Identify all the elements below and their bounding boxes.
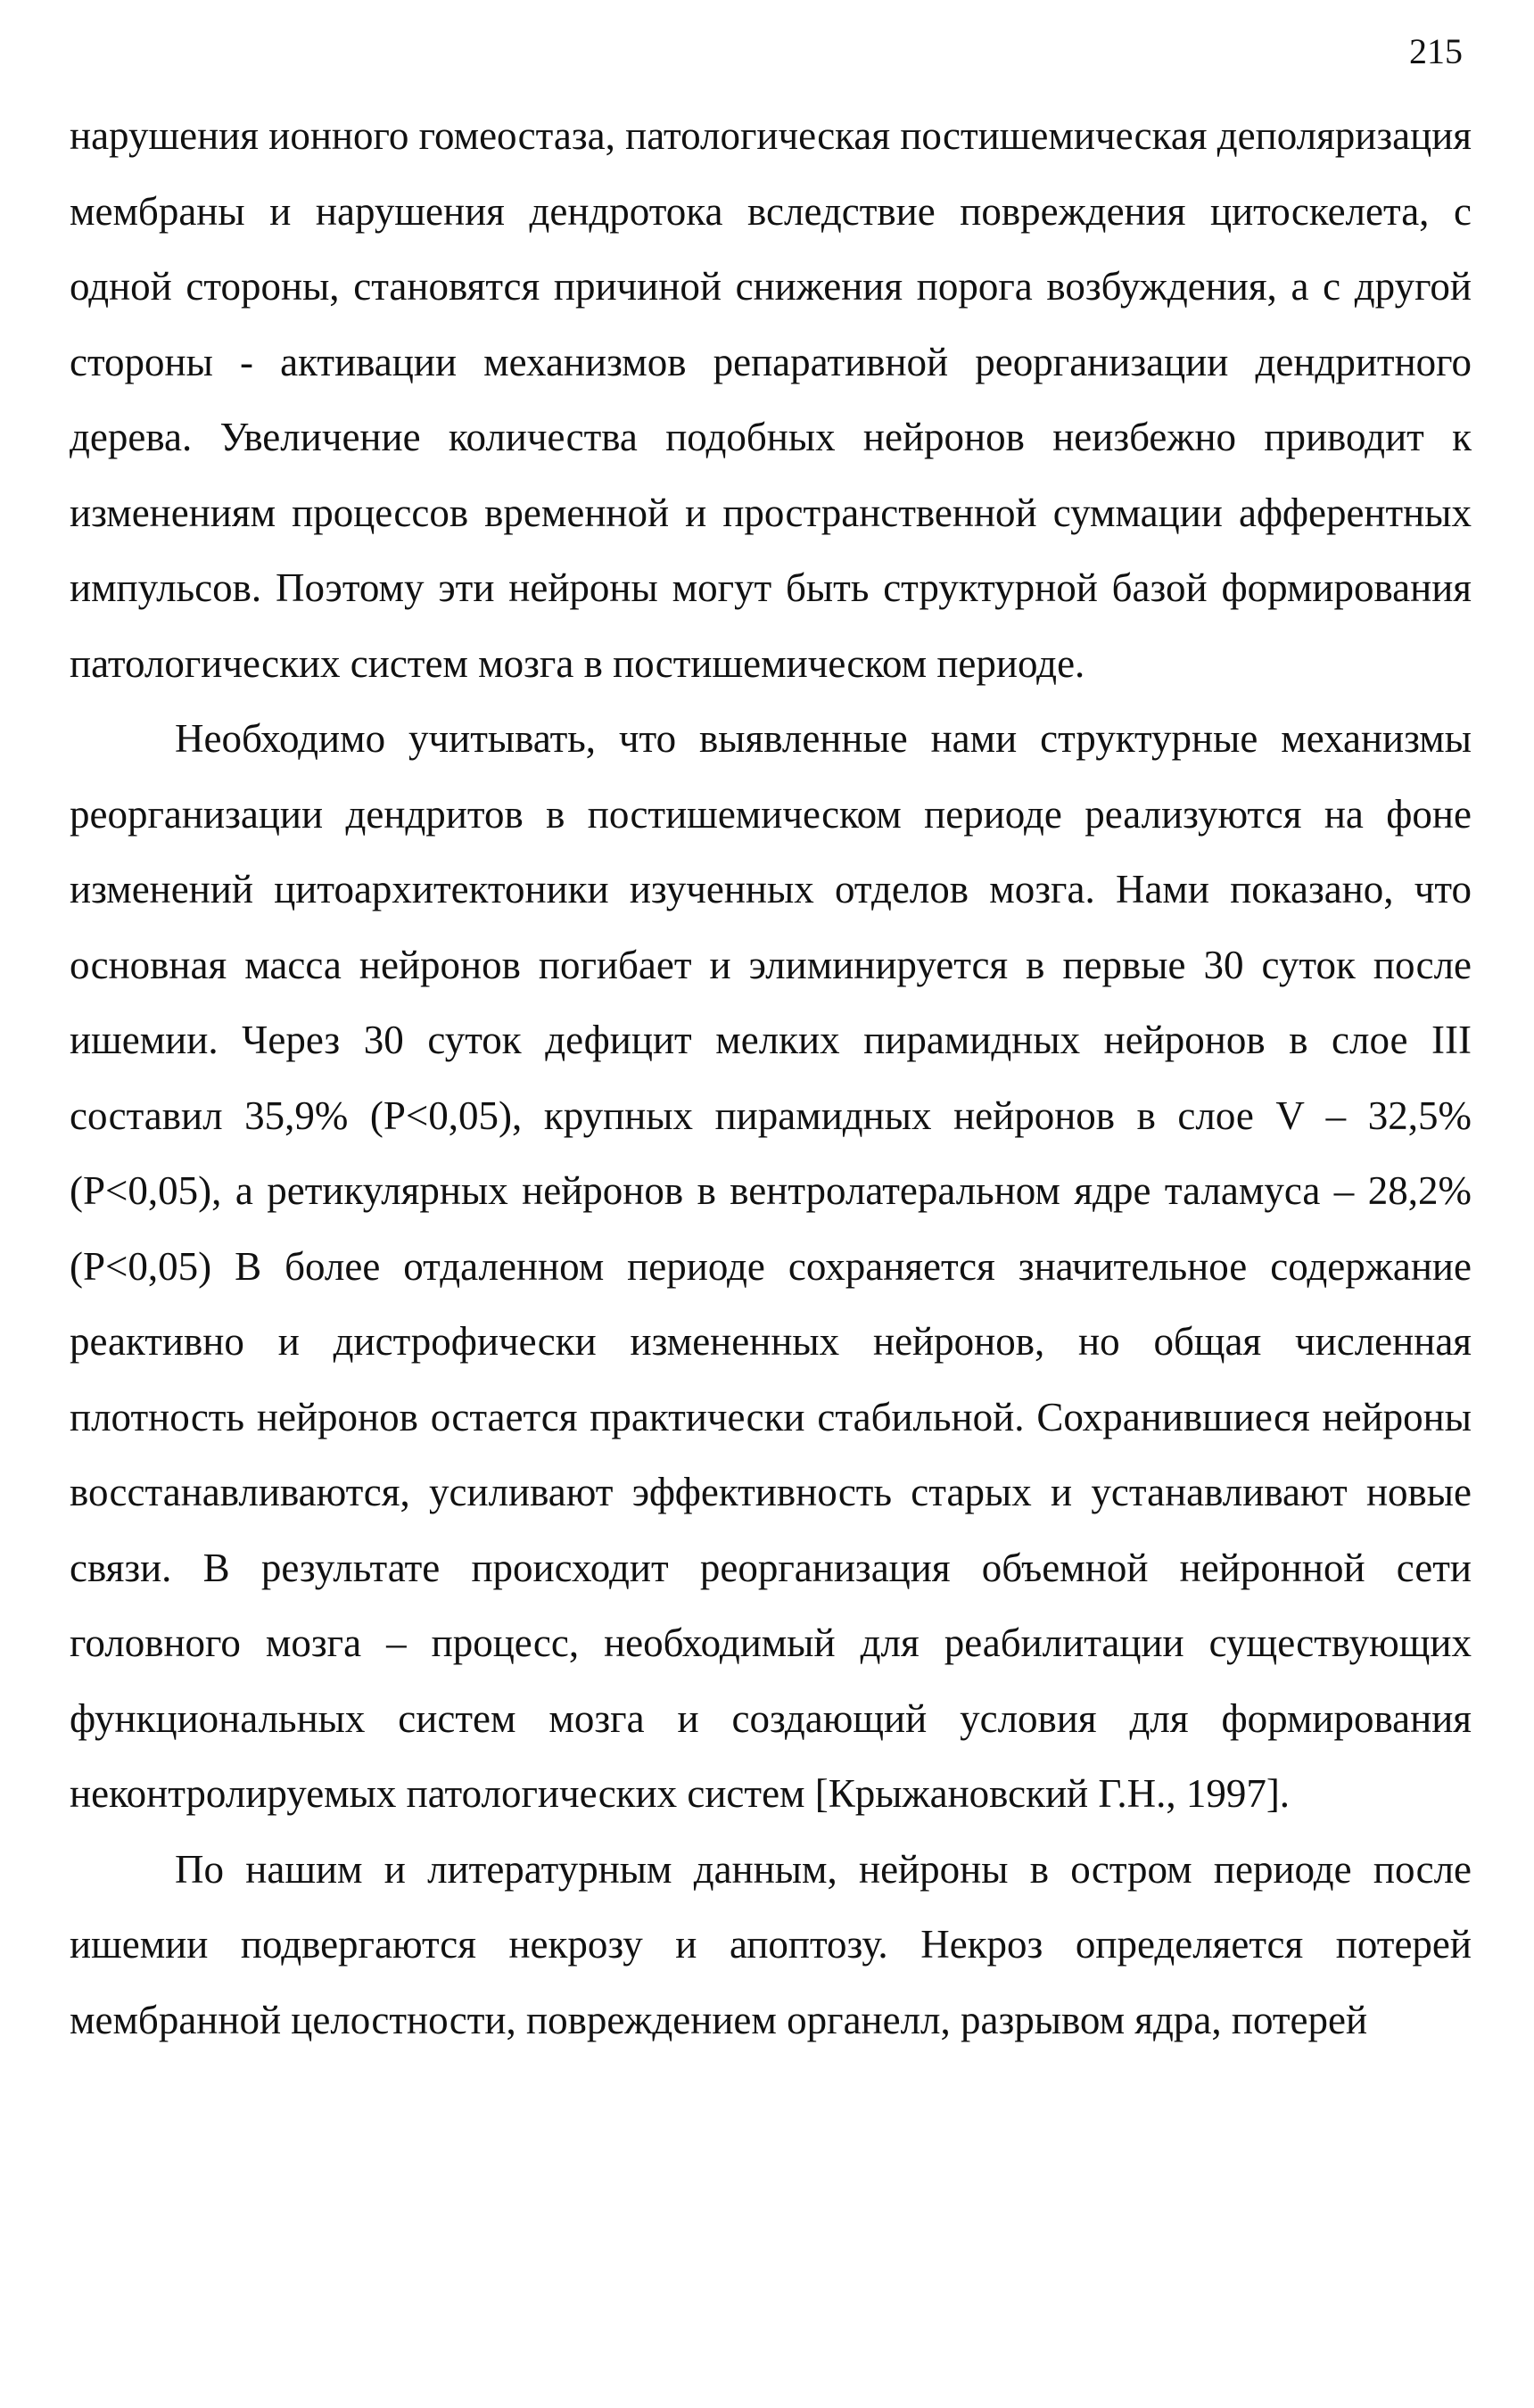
paragraph-2: Необходимо учитывать, что выявленные нами структурные механизмы реорганизации дендритов в постишемическом периоде реализуются на фоне изменений цитоархитектоники изученных отделов мозга. Нами показано, что основная масса нейронов погибает и элиминируется в первые 30 суток после ишемии. Через 30 суток дефицит мелких пирамидных нейронов в слое III составил 35,9% (P<0,05), крупных пирамидных нейронов в слое V – 32,5% (P<0,05), а ретикулярных нейронов в вентролатеральном ядре таламуса – 28,2% (P<0,05) В более отдаленном периоде сохраняется значительное содержание реактивно и дистрофически измененных нейронов, но общая численная плотность нейронов остается практически стабильной. Сохранившиеся нейроны восстанавливаются, усиливают эффективность старых и устанавливают новые связи. В результате происходит реорганизация объемной нейронной сети головного мозга – процесс, необходимый для реабилитации существующих функциональных систем мозга и создающий условия для формирования неконтролируемых патологических систем [Крыжановский Г.Н., 1997].: [70, 716, 1472, 1816]
body-text: [70, 98, 1472, 2058]
page-number: 215: [1409, 31, 1463, 71]
paragraph-3: По нашим и литературным данным, нейроны в остром периоде после ишемии подвергаются некрозу и апоптозу. Некроз определяется потерей мембранной целостности, повреждением органелл, разрывом ядра, потерей: [70, 1846, 1472, 2042]
paragraph-1: нарушения ионного гомеостаза, патологическая постишемическая деполяризация мембраны и нарушения дендротока вследствие повреждения цитоскелета, с одной стороны, становятся причиной снижения порога возбуждения, а с другой стороны - активации механизмов репаративной реорганизации дендритного дерева. Увеличение количества подобных нейронов неизбежно приводит к изменениям процессов временной и пространственной суммации афферентных импульсов. Поэтому эти нейроны могут быть структурной базой формирования патологических систем мозга в постишемическом периоде.: [70, 113, 1472, 686]
